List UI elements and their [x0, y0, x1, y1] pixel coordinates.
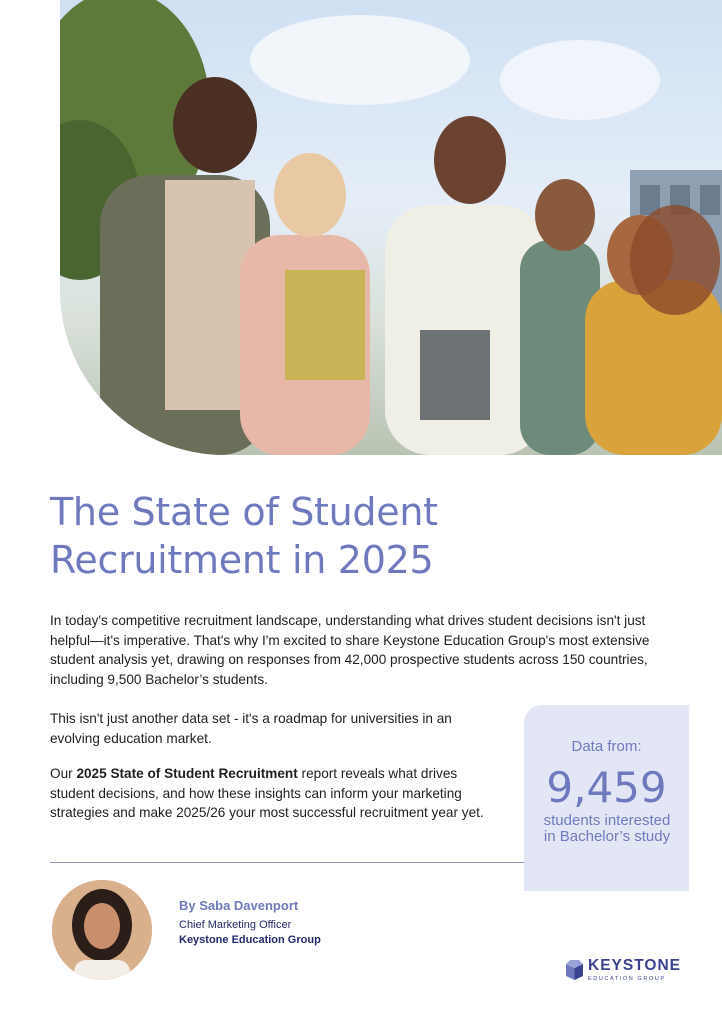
logo-wordmark: KEYSTONE	[588, 957, 681, 974]
intro-paragraph-1: In today's competitive recruitment landscape, understanding what drives student decisions isn't just helpful—it's imperative. That's why I'm excited to share Keystone Education Group's most extensive student analysis yet, drawing on responses from 42,000 prospective students across 150 countries, including 9,500 Bachelor’s students.	[50, 613, 650, 687]
stat-label: Data from:	[571, 738, 642, 755]
keystone-logo	[566, 957, 686, 987]
page-title	[50, 488, 570, 584]
students-illustration	[60, 0, 722, 455]
data-stat-card	[524, 705, 689, 891]
keystone-mark-icon	[566, 960, 583, 980]
author-avatar	[52, 880, 152, 980]
logo-tagline: EDUCATION GROUP	[588, 976, 666, 982]
paragraph3-prefix: Our	[50, 766, 77, 781]
stat-number: 9,459	[546, 763, 667, 812]
author-name: By Saba Davenport	[179, 898, 299, 913]
author-portrait	[52, 880, 152, 980]
author-organization: Keystone Education Group	[179, 934, 321, 946]
intro-paragraph-2: This isn't just another data set - it's a roadmap for universities in an evolving education market.	[50, 711, 452, 746]
section-divider	[50, 862, 524, 863]
report-title-bold: 2025 State of Student Recruitment	[76, 766, 298, 781]
paragraph3-suffix: report reveals what drives student decisions, and how these insights can inform your marketing strategies and make 2025/26 your most successful recruitment year yet.	[50, 766, 484, 820]
intro-paragraph-3	[50, 764, 500, 823]
hero-photo	[60, 0, 722, 455]
author-role: Chief Marketing Officer	[179, 919, 292, 931]
stat-description: students interested in Bachelor’s study	[543, 812, 671, 845]
title-line-1: The State of Student	[50, 490, 438, 534]
title-line-2: Recruitment in 2025	[50, 538, 434, 582]
